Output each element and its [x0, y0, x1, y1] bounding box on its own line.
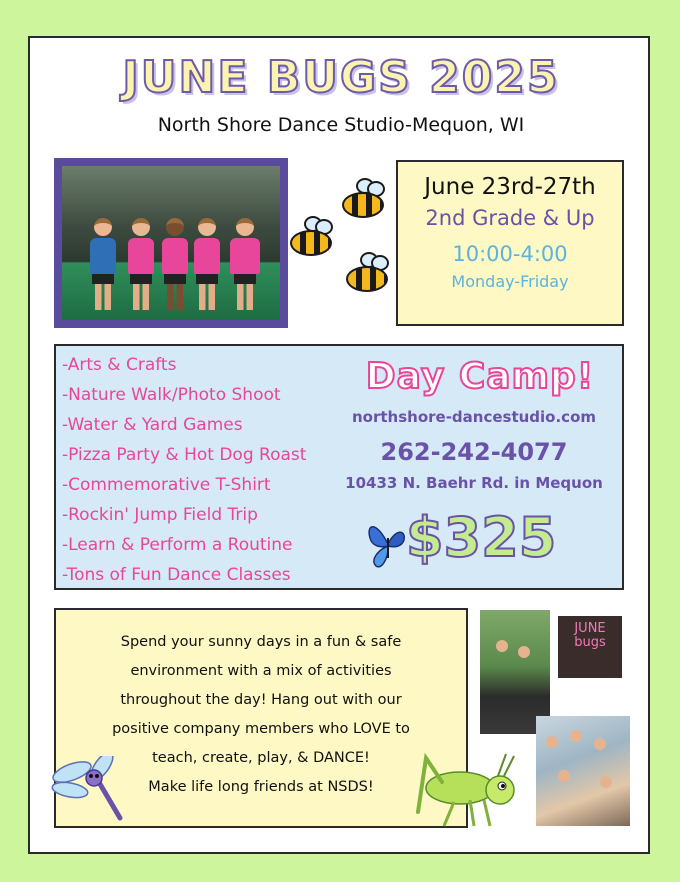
dragonfly-icon — [50, 756, 134, 826]
phone-number: 262-242-4077 — [380, 438, 568, 466]
butterfly-icon — [366, 518, 410, 570]
activities-list — [62, 350, 306, 590]
grasshopper-icon — [414, 752, 522, 832]
kid-figure — [90, 218, 116, 310]
studio-address: 10433 N. Baehr Rd. in Mequon — [345, 474, 603, 492]
grade-level: 2nd Grade & Up — [425, 206, 595, 230]
bee-icon — [288, 216, 334, 256]
kid-figure — [128, 218, 154, 310]
day-camp-headline: Day Camp! — [365, 356, 595, 397]
activity-item: -Learn & Perform a Routine — [62, 535, 293, 555]
schedule-box — [396, 160, 624, 326]
flyer-subtitle: North Shore Dance Studio-Mequon, WI — [157, 114, 525, 136]
activities-box — [54, 344, 624, 590]
kid-figure — [194, 218, 220, 310]
description-line: environment with a mix of activities — [130, 663, 392, 679]
bee-icon — [344, 252, 390, 292]
activity-item: -Commemorative T-Shirt — [62, 475, 271, 495]
description-line: teach, create, play, & DANCE! — [152, 750, 370, 766]
june-bugs-sign-text: JUNE bugs — [574, 621, 606, 650]
description-line: positive company members who LOVE to — [112, 721, 410, 737]
kid-figure — [230, 218, 260, 310]
flyer-sheet — [28, 36, 650, 854]
top-photo-frame — [54, 158, 288, 328]
activity-item: -Pizza Party & Hot Dog Roast — [62, 445, 307, 465]
website-link[interactable]: northshore-dancestudio.com — [351, 408, 597, 426]
activity-item: -Nature Walk/Photo Shoot — [62, 385, 281, 405]
flyer-title: JUNE BUGS 2025 — [122, 52, 560, 103]
camp-hours: 10:00-4:00 — [452, 242, 568, 266]
description-line: Spend your sunny days in a fun & safe — [120, 634, 402, 650]
kid-figure — [162, 218, 188, 310]
camp-days: Monday-Friday — [451, 272, 569, 291]
activity-item: -Tons of Fun Dance Classes — [62, 565, 291, 585]
activity-item: -Arts & Crafts — [62, 355, 177, 375]
description-line: throughout the day! Hang out with our — [120, 692, 402, 708]
activity-item: -Water & Yard Games — [62, 415, 243, 435]
activity-item: -Rockin' Jump Field Trip — [62, 505, 258, 525]
kids-group-photo — [62, 166, 280, 320]
camp-price: $325 — [406, 506, 557, 569]
photo-campers-table — [536, 716, 630, 826]
camp-dates: June 23rd-27th — [424, 174, 596, 200]
description-line: Make life long friends at NSDS! — [148, 779, 374, 795]
bee-icon — [340, 178, 386, 218]
photo-june-bugs-sign — [558, 616, 622, 678]
